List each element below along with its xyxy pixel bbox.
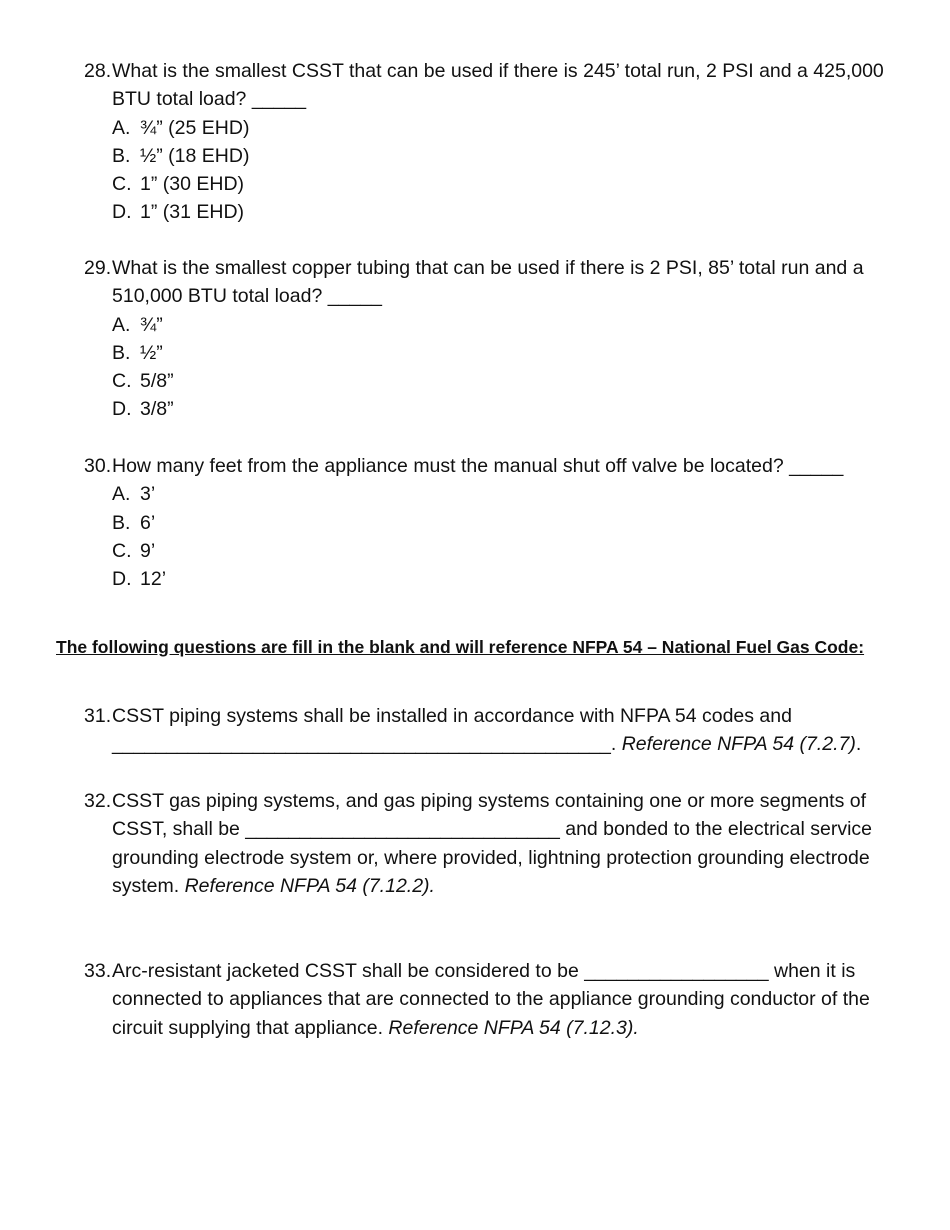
question-text: What is the smallest CSST that can be used if there is 245’ total run, 2 PSI and a 425,000 BTU total load? _____ — [112, 60, 884, 111]
question-28 — [84, 57, 894, 227]
question-text: What is the smallest copper tubing that can be used if there is 2 PSI, 85’ total run and a 510,000 BTU total load? _____ — [112, 257, 864, 308]
option-c: C. 5/8” — [112, 370, 174, 393]
question-33 — [84, 957, 894, 1042]
question-number: 32. — [84, 790, 112, 812]
option-c: C. 9’ — [112, 539, 156, 562]
section-heading: The following questions are fill in the blank and will reference NFPA 54 – National Fuel Gas Code: — [56, 637, 865, 657]
question-text: How many feet from the appliance must the manual shut off valve be located? _____ — [112, 455, 844, 477]
question-number: 33. — [84, 960, 112, 982]
question-number: 29. — [84, 257, 112, 279]
option-list — [112, 114, 894, 227]
question-30 — [84, 452, 894, 593]
reference: Reference NFPA 54 (7.12.2). — [184, 874, 435, 897]
question-text: Arc-resistant jacketed CSST shall be considered to be _________________ when it is connected to appliances that are connected to the appliance grounding conductor of the circuit supplying that appliance. Reference NFPA 54 (7.12.3). — [112, 960, 870, 1039]
question-31 — [84, 702, 894, 759]
question-text: CSST gas piping systems, and gas piping systems containing one or more segments of CSST, shall be _____________________________ and bonded to the electrical service grounding electrode system or, where provided, lightning protection grounding electrode system. Reference NFPA 54 (7.12.2). — [112, 790, 873, 897]
option-d: D. 3/8” — [112, 398, 174, 421]
reference: Reference NFPA 54 (7.2.7) — [621, 733, 856, 756]
option-b: B. 6’ — [112, 511, 156, 534]
option-b: B. ½” — [112, 341, 163, 364]
option-b: B. ½” (18 EHD) — [112, 144, 250, 167]
option-a: A. 3’ — [112, 483, 156, 506]
option-a: A. ¾” (25 EHD) — [112, 116, 250, 139]
question-number: 31. — [84, 705, 112, 727]
option-c: C. 1” (30 EHD) — [112, 173, 245, 196]
question-number: 30. — [84, 455, 112, 477]
option-list — [112, 480, 894, 593]
question-29 — [84, 254, 894, 424]
option-a: A. ¾” — [112, 313, 163, 336]
question-text: CSST piping systems shall be installed in accordance with NFPA 54 codes and — [112, 705, 792, 727]
question-number: 28. — [84, 60, 112, 82]
option-list — [112, 311, 894, 424]
answer-blank: ______________________________________________. — [112, 733, 622, 756]
reference: Reference NFPA 54 (7.12.3). — [388, 1016, 639, 1039]
trailing-period: . — [855, 733, 862, 756]
question-answer-line — [112, 730, 894, 758]
option-d: D. 1” (31 EHD) — [112, 201, 245, 224]
question-32 — [84, 787, 894, 900]
option-d: D. 12’ — [112, 568, 167, 591]
